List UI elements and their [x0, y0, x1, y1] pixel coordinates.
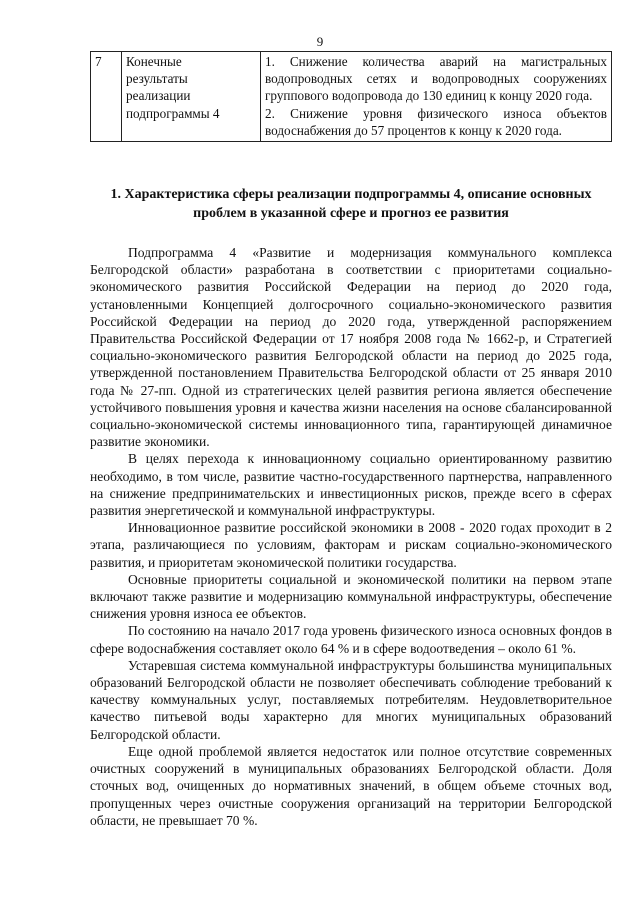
row-label-line: реализации [126, 88, 191, 104]
row-number-cell: 7 [91, 52, 122, 142]
result-item: 1. Снижение количества аварий на магистральных водопроводных сетях и водопроводных сооружениях группового водопровода до 130 единиц к концу 2020 года. [265, 54, 607, 104]
row-content-cell [261, 52, 612, 142]
paragraph: Инновационное развитие российской экономики в 2008 - 2020 годах проходит в 2 этапа, различающиеся по условиям, факторам и рискам социально-экономического развития, и приоритетам экономической политики государства. [90, 520, 612, 570]
row-label-line: результаты [126, 71, 188, 87]
paragraph: Основные приоритеты социальной и экономической политики на первом этапе включают также развитие и модернизацию коммунальной инфраструктуры, обеспечение снижения уровня износа ее объектов. [90, 571, 612, 622]
row-label-line: Конечные [126, 54, 182, 69]
row-label-cell [122, 52, 261, 142]
section-heading: 1. Характеристика сферы реализации подпрограммы 4, описание основных проблем в указанной сфере и прогноз ее развития [110, 187, 592, 221]
table-row [91, 52, 612, 142]
row-label-line: подпрограммы 4 [126, 105, 220, 121]
paragraph: Подпрограмма 4 «Развитие и модернизация коммунального комплекса Белгородской области» разработана в соответствии с приоритетами социально-экономического развития Российской Федерации на период до 2020 года, установленными Концепцией долгосрочного социально-экономического развития Российской Федерации на период до 2020 года, утвержденной распоряжением Правительства Российской Федерации от 17 ноября 2008 года № 1662-р, и Стратегией социально-экономического развития Белгородской области на период до 2025 года, утвержденной постановлением Правительства Белгородской области от 25 января 2010 года № 27-пп. Одной из стратегических целей развития региона является обеспечение устойчивого повышения уровня и качества жизни населения на основе сбалансированной социально-экономической системы инновационного типа, гарантирующей динамичное развитие экономики. [90, 245, 612, 450]
page-number: 9 [316, 34, 324, 49]
paragraph: По состоянию на начало 2017 года уровень физического износа основных фондов в сфере водоснабжения составляет около 64 % и в сфере водоотведения – около 61 %. [90, 623, 612, 656]
result-item: 2. Снижение уровня физического износа объектов водоснабжения до 57 процентов к концу к 2020 года. [265, 105, 607, 138]
paragraph: В целях перехода к инновационному социально ориентированному развитию необходимо, в том числе, развитие частно-государственного партнерства, направленного на снижение предпринимательских и инвестиционных рисков, прежде всего в сферах развития энергетической и коммунальной инфраструктуры. [90, 451, 612, 519]
paragraph: Еще одной проблемой является недостаток или полное отсутствие современных очистных сооружений в муниципальных образованиях Белгородской области. Доля сточных вод, очищенных до нормативных значений, в общем объеме сточных вод, пропущенных через очистные сооружения организаций на территории Белгородской области, не превышает 70 %. [90, 743, 612, 828]
paragraph: Устаревшая система коммунальной инфраструктуры большинства муниципальных образований Белгородской области не позволяет обеспечивать соблюдение требований к качеству коммунальных услуг, поставляемых потребителям. Неудовлетворительное качество питьевой воды характерно для многих муниципальных образований Белгородской области. [90, 657, 612, 742]
results-table [90, 51, 612, 142]
section-body [90, 244, 612, 829]
